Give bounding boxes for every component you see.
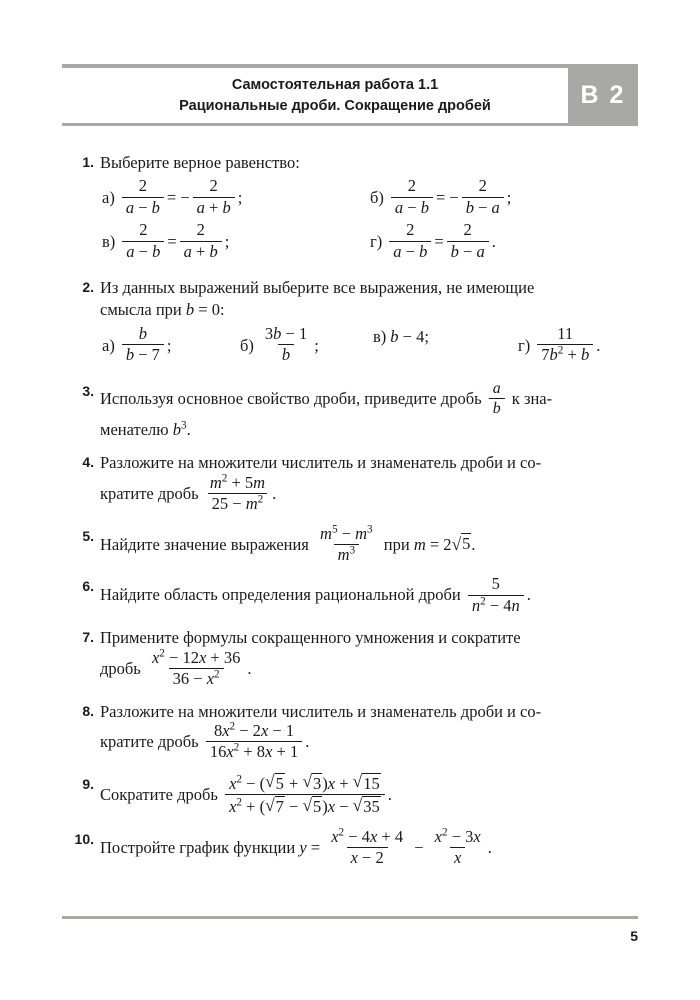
fraction: $\frac{2}{a + b}$ (193, 177, 235, 217)
problem-text-line1: Разложите на множители числитель и знаменатель дроби и со- (100, 453, 542, 473)
problem-5 (62, 523, 638, 566)
option-label: г) (518, 335, 531, 355)
option-label: а) (102, 335, 115, 355)
problem-number: 3. (82, 382, 94, 399)
option-label: в) (373, 326, 387, 346)
option-v: в) $\frac{2}{a - b}$ = $\frac{2}{a + b}$ ; (102, 220, 230, 261)
fraction: $\frac{b}{b - 7}$ (122, 325, 164, 365)
problem-text-line1: Из данных выражений выберите все выражения, не имеющие (100, 278, 535, 298)
fraction: $\frac{2}{a + b}$ (180, 221, 222, 261)
sqrt-icon: √ 5 (302, 796, 322, 816)
problem-10 (62, 826, 638, 869)
options-grid (100, 323, 638, 366)
fraction: $\frac{x^2 - 12x + 36}{36 - x^2}$ (151, 647, 241, 689)
problem-body: Найдите значение выражения $\frac{m^5 - m^3}{m^3}$ при m = 2 √ 5. (100, 526, 638, 566)
footer-rule (62, 916, 638, 919)
problem-number: 5. (82, 527, 94, 544)
problem-text: Выберите верное равенство: (100, 153, 300, 172)
option-g: г) $\frac{11}{7b^2 + b}$ . (518, 323, 601, 365)
option-label: б) (240, 335, 254, 355)
fraction: $\frac{11}{7b^2 + b}$ (537, 325, 593, 365)
option-b: б) $\frac{2}{a - b}$ = − $\frac{2}{b - a}$ ; (370, 176, 512, 217)
problem-text: Сократите дробь (100, 784, 218, 804)
problem-text-line2: дробь $\frac{x^2 - 12x + 36}{36 - x^2}$ . (100, 647, 252, 689)
option-a: а) $\frac{b}{b - 7}$ ; (102, 323, 172, 365)
fraction: $\frac{2}{a - b}$ (122, 221, 164, 261)
fraction: $\frac{5}{n^2 - 4n}$ (468, 575, 524, 615)
problem-number: 7. (82, 629, 94, 646)
problem-number: 9. (82, 775, 94, 792)
options-grid (100, 178, 638, 262)
sqrt-icon: √ 15 (353, 773, 381, 793)
option-label: а) (102, 188, 115, 208)
problem-body: Сократите дробь $\frac{x^2 - ( √ 5 + √ 3)x + √ 15}{x^2 + ( √ 7 - √ 5)x - √ 35}$ . (100, 774, 638, 818)
page-header (62, 64, 638, 126)
option-label: в) (102, 232, 116, 252)
fraction: $\frac{2}{a - b}$ (391, 177, 433, 217)
fraction: $\frac{a}{b}$ (489, 380, 505, 418)
fraction: $\frac{m^2 + 5m}{25 - m^2}$ (206, 474, 269, 514)
problem-text-line1: Разложите на множители числитель и знаменатель дроби и со- (100, 701, 542, 721)
option-b: б) $\frac{3b - 1}{b}$ ; (240, 323, 319, 365)
fraction: $\frac{x^2 - ( √ 5 + √ 3)x + √ 15}{x^2 + ( √ 7 - √ 5)x - √ 35}$ (225, 773, 385, 817)
sqrt-icon: √ 5 (265, 773, 285, 793)
worksheet-title-line2: Рациональные дроби. Сокращение дробей (179, 97, 491, 114)
sqrt-icon: √ 5 (452, 533, 472, 555)
problem-8 (62, 701, 638, 763)
sqrt-icon: √ 35 (353, 796, 381, 816)
header-bottom-rule (62, 123, 638, 126)
option-g: г) $\frac{2}{a - b}$ = $\frac{2}{b - a}$ . (370, 220, 496, 261)
fraction: $\frac{x^2 - 3x}{x}$ (434, 826, 481, 868)
problem-body (100, 452, 638, 514)
problem-3 (62, 381, 638, 442)
problem-number: 4. (82, 454, 94, 471)
problem-6 (62, 576, 638, 616)
problem-text: Постройте график функции (100, 837, 296, 857)
variant-badge: В 2 (568, 68, 638, 123)
problem-body (100, 152, 638, 266)
problem-text-line2: кратите дробь $\frac{m^2 + 5m}{25 - m^2}$ . (100, 472, 277, 514)
fraction: $\frac{2}{b - a}$ (447, 221, 489, 261)
problem-body (100, 701, 638, 763)
problem-body (100, 381, 638, 442)
option-row (100, 323, 638, 366)
problem-text: Используя основное свойство дроби, приведите дробь (100, 388, 482, 408)
minus-sign: − (414, 837, 424, 857)
problem-1 (62, 152, 638, 266)
problem-number: 1. (82, 154, 94, 170)
option-row (100, 222, 638, 262)
header-band (62, 68, 638, 123)
problems-list (62, 152, 638, 880)
fraction: $\frac{2}{a - b}$ (122, 177, 164, 217)
problem-number: 6. (82, 578, 94, 595)
fraction: $\frac{m^5 - m^3}{m^3}$ (320, 523, 373, 565)
sqrt-icon: √ 7 (265, 796, 285, 816)
option-row (100, 178, 638, 218)
problem-text-tail: к зна- (511, 388, 553, 408)
problem-body (100, 627, 638, 689)
problem-text-mid: при (383, 534, 410, 554)
problem-text-line2: кратите дробь $\frac{8x^2 - 2x - 1}{16x^2 + 8x + 1}$ . (100, 720, 310, 762)
problem-body: Постройте график функции y = $\frac{x^2 - 4x + 4}{x - 2}$ − $\frac{x^2 - 3x}{x}$ . (100, 826, 492, 868)
problem-text: Найдите значение выражения (100, 534, 309, 554)
problem-7 (62, 627, 638, 689)
fraction: $\frac{x^2 - 4x + 4}{x - 2}$ (331, 826, 404, 868)
problem-2 (62, 277, 638, 369)
option-label: б) (370, 188, 384, 208)
problem-text: Найдите область определения рациональной дроби (100, 585, 461, 605)
fraction: $\frac{3b - 1}{b}$ (264, 323, 308, 365)
option-v: в) b − 4; (373, 326, 518, 348)
page-footer (62, 916, 638, 944)
problem-text-line2: менателю $b^3$. (100, 419, 191, 440)
fraction: $\frac{2}{a - b}$ (389, 221, 431, 261)
worksheet-title-line1: Самостоятельная работа 1.1 (231, 76, 439, 93)
problem-body: Найдите область определения рациональной дроби $\frac{5}{n^2 - 4n}$ . (100, 574, 531, 615)
worksheet-title (62, 68, 568, 123)
problem-4 (62, 452, 638, 514)
fraction: $\frac{2}{b - a}$ (462, 177, 504, 217)
problem-9 (62, 774, 638, 818)
problem-number: 2. (82, 279, 94, 296)
problem-text-line1: Примените формулы сокращенного умножения и сократите (100, 628, 521, 648)
problem-body (100, 277, 638, 369)
sqrt-icon: √ 3 (302, 773, 322, 793)
problem-number: 8. (82, 702, 94, 719)
option-a: а) $\frac{2}{a - b}$ = − $\frac{2}{a + b}$ ; (102, 176, 243, 217)
problem-text-line2: смысла при b = 0: (100, 300, 225, 320)
problem-number: 10. (74, 830, 94, 847)
page-number: 5 (630, 928, 638, 944)
fraction: $\frac{8x^2 - 2x - 1}{16x^2 + 8x + 1}$ (206, 722, 302, 762)
option-label: г) (370, 232, 383, 252)
